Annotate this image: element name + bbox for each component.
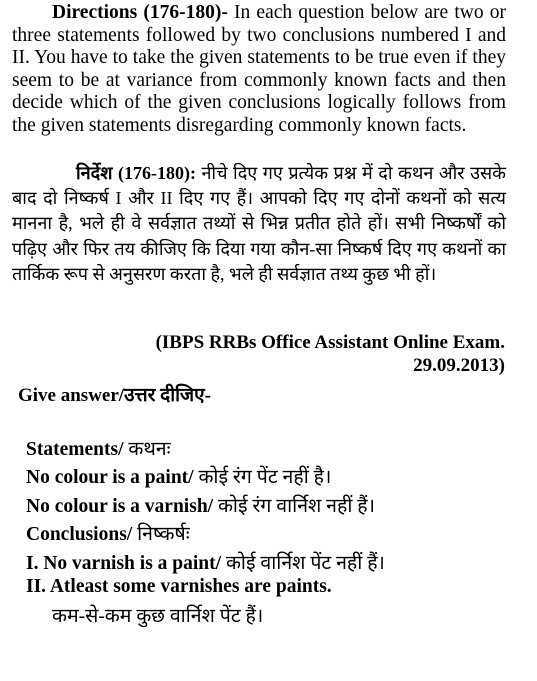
conclusion-1-hi: कोई वार्निश पेंट नहीं हैं। [221, 553, 385, 574]
conclusions-heading-hi: निष्कर्षः [132, 524, 190, 545]
statement-2-en: No colour is a varnish/ [26, 496, 214, 517]
conclusion-1-en: I. No varnish is a paint/ [26, 553, 222, 574]
exam-source-line-1: (IBPS RRBs Office Assistant Online Exam. [155, 332, 505, 353]
conclusions-heading-en: Conclusions/ [26, 524, 133, 545]
exam-source-line-2: 29.09.2013) [413, 355, 505, 376]
directions-hindi-body: नीचे दिए गए प्रत्येक प्रश्न में दो कथन और उसके बाद दो निष्कर्ष I और II दिए गए हैं। आपको दिए गए दोनों कथनों को सत्य मानना है, भले ही वे सर्वज्ञात तथ्यों से भिन्न प्रतीत होते हों। सभी निष्कर्षों को पढ़िए और फिर तय कीजिए कि दिया गया कौन-सा निष्कर्ष दिए गए कथनों का तार्किक रूप से अनुसरण करता है, भले ही सर्वज्ञात तथ्य कुछ भी हों। [12, 163, 506, 284]
directions-english-label: Directions (176-180)- [52, 2, 228, 23]
conclusion-2-hindi: कम-से-कम कुछ वार्निश पेंट हैं। [52, 606, 264, 627]
statement-1-en: No colour is a paint/ [26, 467, 194, 488]
directions-english-body: In each question below are two or three statements followed by two conclusions numbered I and II. You have to take the given statements to be true even if they seem to be at variance from commonly known facts and then decide which of the given conclusions logically follows from the given statements disregarding commonly known facts. [12, 2, 506, 136]
statements-heading-en: Statements/ [26, 439, 124, 460]
directions-english [12, 2, 506, 137]
directions-hindi [12, 161, 506, 287]
conclusion-item [26, 576, 332, 598]
statement-1-hi: कोई रंग पेंट नहीं है। [193, 467, 332, 488]
statement-2-hi: कोई रंग वार्निश नहीं हैं। [213, 496, 376, 517]
statement-item [26, 462, 331, 489]
conclusion-2-en: II. Atleast some varnishes are paints. [26, 576, 332, 597]
statements-heading-hi: कथनः [123, 439, 171, 460]
conclusions-heading [26, 519, 190, 546]
statement-item [26, 491, 375, 518]
conclusion-item [26, 548, 385, 575]
statements-heading [26, 434, 171, 461]
give-answer-label: Give answer/उत्तर दीजिए- [18, 385, 211, 406]
directions-hindi-label: निर्देश (176-180): [76, 163, 196, 183]
